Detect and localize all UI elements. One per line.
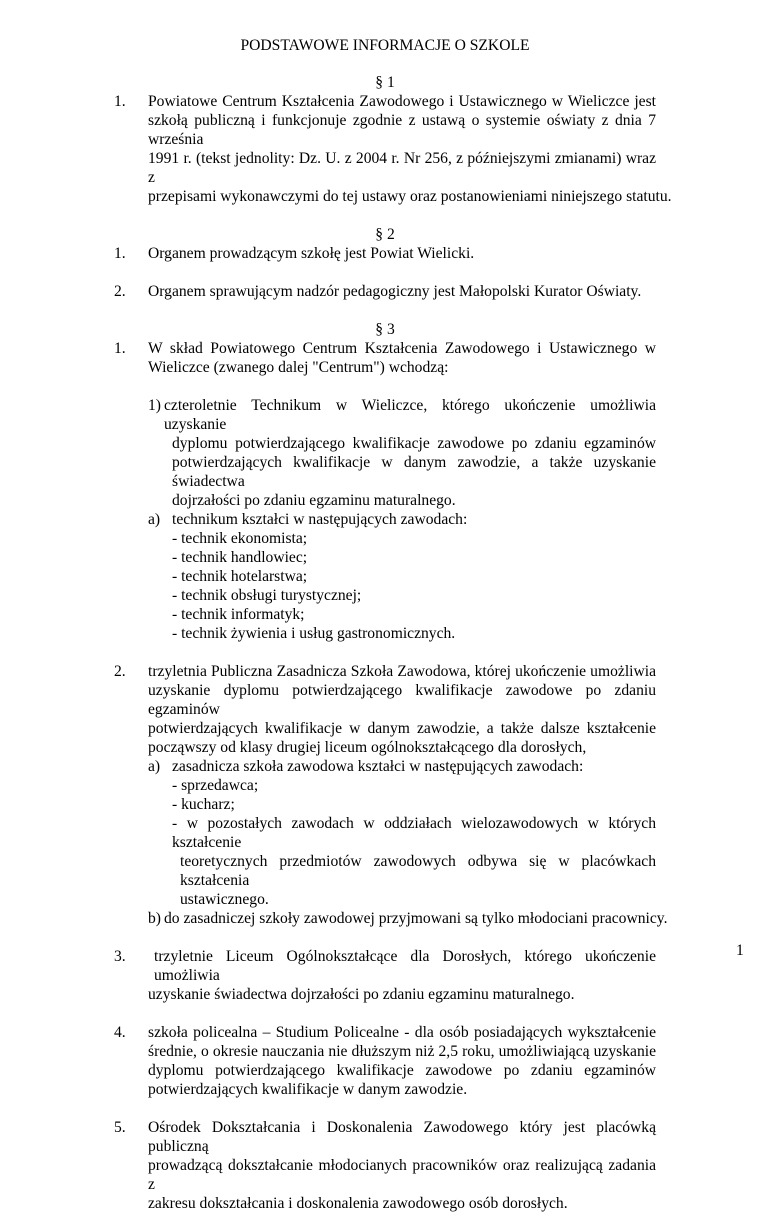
text-line: średnie, o okresie nauczania nie dłuższym niż 2,5 roku, umożliwiającą uzyskanie [148, 1043, 656, 1060]
item-number: 1. [114, 340, 126, 357]
text-line: uzyskanie świadectwa dojrzałości po zdaniu egzaminu maturalnego. [148, 986, 575, 1003]
item-number: 2. [114, 663, 126, 680]
text-line: dyplomu potwierdzającego kwalifikacje zawodowe po zdaniu egzaminów [172, 435, 656, 452]
text-line: czteroletnie Technikum w Wieliczce, którego ukończenie umożliwia uzyskanie [164, 397, 656, 433]
list-item: - kucharz; [172, 796, 235, 813]
section-3-subitem-a [114, 510, 656, 643]
text-line: teoretycznych przedmiotów zawodowych odbywa się w placówkach kształcenia [180, 853, 656, 889]
item-number: a) [148, 758, 161, 775]
text-line: Ośrodek Dokształcania i Doskonalenia Zawodowego który jest placówką publiczną [148, 1119, 656, 1155]
list-item: - technik ekonomista; [172, 530, 308, 547]
item-number: 1. [114, 93, 126, 110]
text-line: szkołą publiczną i funkcjonuje zgodnie z ustawą o systemie oświaty z dnia 7 września [148, 112, 656, 148]
section-3-item-5 [114, 1118, 656, 1213]
section-1-item-1 [114, 92, 672, 206]
section-3-item-3 [114, 947, 656, 1004]
text-line: trzyletnie Liceum Ogólnokształcące dla Dorosłych, którego ukończenie umożliwia [154, 948, 656, 984]
item-number: 2. [114, 283, 126, 300]
document-title: PODSTAWOWE INFORMACJE O SZKOLE [240, 37, 530, 54]
text-line: dojrzałości po zdaniu egzaminu maturalnego. [172, 492, 456, 509]
section-3-item-4 [114, 1023, 656, 1099]
list-item: - technik informatyk; [172, 606, 305, 623]
item-number: 4. [114, 1024, 126, 1041]
section-3-item-1 [114, 339, 656, 377]
list-item: - sprzedawca; [172, 777, 259, 794]
list-item: - w pozostałych zawodach w oddziałach wielozawodowych w których kształcenie [172, 815, 656, 851]
text-line: Wieliczce (zwanego dalej "Centrum") wchodzą: [148, 359, 449, 376]
text-line: dyplomu potwierdzającego kwalifikacje zawodowe po zdaniu egzaminów [148, 1062, 656, 1079]
text-line: potwierdzających kwalifikacje w danym zawodzie, a także dalsze kształcenie [148, 720, 656, 737]
item-number: 1. [114, 245, 126, 262]
list-item: - technik hotelarstwa; [172, 568, 308, 585]
text-line: przepisami wykonawczymi do tej ustawy oraz postanowieniami niniejszego statutu. [148, 188, 672, 205]
item-number: 3. [114, 948, 126, 965]
text-line: do zasadniczej szkoły zawodowej przyjmowani są tylko młodociani pracownicy. [164, 910, 668, 927]
text-line: W skład Powiatowego Centrum Kształcenia Zawodowego i Ustawicznego w [148, 340, 656, 357]
section-3-item-2 [114, 662, 656, 757]
text-line: szkoła policealna – Studium Policealne - dla osób posiadających wykształcenie [148, 1024, 656, 1041]
text-line: uzyskanie dyplomu potwierdzającego kwalifikacje zawodowe po zdaniu egzaminów [148, 682, 656, 718]
text-line: 1991 r. (tekst jednolity: Dz. U. z 2004 r. Nr 256, z późniejszymi zmianami) wraz z [148, 150, 656, 186]
list-item: - technik handlowiec; [172, 549, 308, 566]
section-1-heading: § 1 [375, 74, 395, 91]
item-number: 1) [148, 397, 161, 414]
section-2-item-2 [114, 282, 656, 301]
list-item: - technik żywienia i usług gastronomicznych. [172, 625, 456, 642]
item-number: b) [148, 910, 161, 927]
item-number: 5. [114, 1119, 126, 1136]
text-line: technikum kształci w następujących zawodach: [172, 511, 468, 528]
section-3-heading: § 3 [375, 321, 395, 338]
section-3-item-2-subitem-b [114, 909, 668, 928]
text-line: ustawicznego. [180, 891, 269, 908]
text-line: Organem prowadzącym szkołę jest Powiat Wielicki. [148, 245, 475, 262]
item-number: a) [148, 511, 161, 528]
text-line: począwszy od klasy drugiej liceum ogólnokształcącego dla dorosłych, [148, 739, 587, 756]
text-line: potwierdzających kwalifikacje w danym zawodzie, a także uzyskanie świadectwa [172, 454, 656, 490]
text-line: Powiatowe Centrum Kształcenia Zawodowego i Ustawicznego w Wieliczce jest [148, 93, 656, 110]
section-3-subitem-1 [114, 396, 656, 510]
page-number: 1 [736, 942, 744, 959]
list-item: - technik obsługi turystycznej; [172, 587, 362, 604]
text-line: zakresu dokształcania i doskonalenia zawodowego osób dorosłych. [148, 1195, 568, 1212]
text-line: prowadzącą dokształcanie młodocianych pracowników oraz realizującą zadania z [148, 1157, 656, 1193]
section-3-item-2-subitem-a [114, 757, 656, 909]
text-line: zasadnicza szkoła zawodowa kształci w następujących zawodach: [172, 758, 584, 775]
section-2-item-1 [114, 244, 656, 263]
text-line: Organem sprawującym nadzór pedagogiczny jest Małopolski Kurator Oświaty. [148, 283, 642, 300]
section-2-heading: § 2 [375, 226, 395, 243]
document-page [114, 36, 672, 1213]
text-line: potwierdzających kwalifikacje w danym zawodzie. [148, 1081, 468, 1098]
text-line: trzyletnia Publiczna Zasadnicza Szkoła Zawodowa, której ukończenie umożliwia [148, 663, 656, 680]
